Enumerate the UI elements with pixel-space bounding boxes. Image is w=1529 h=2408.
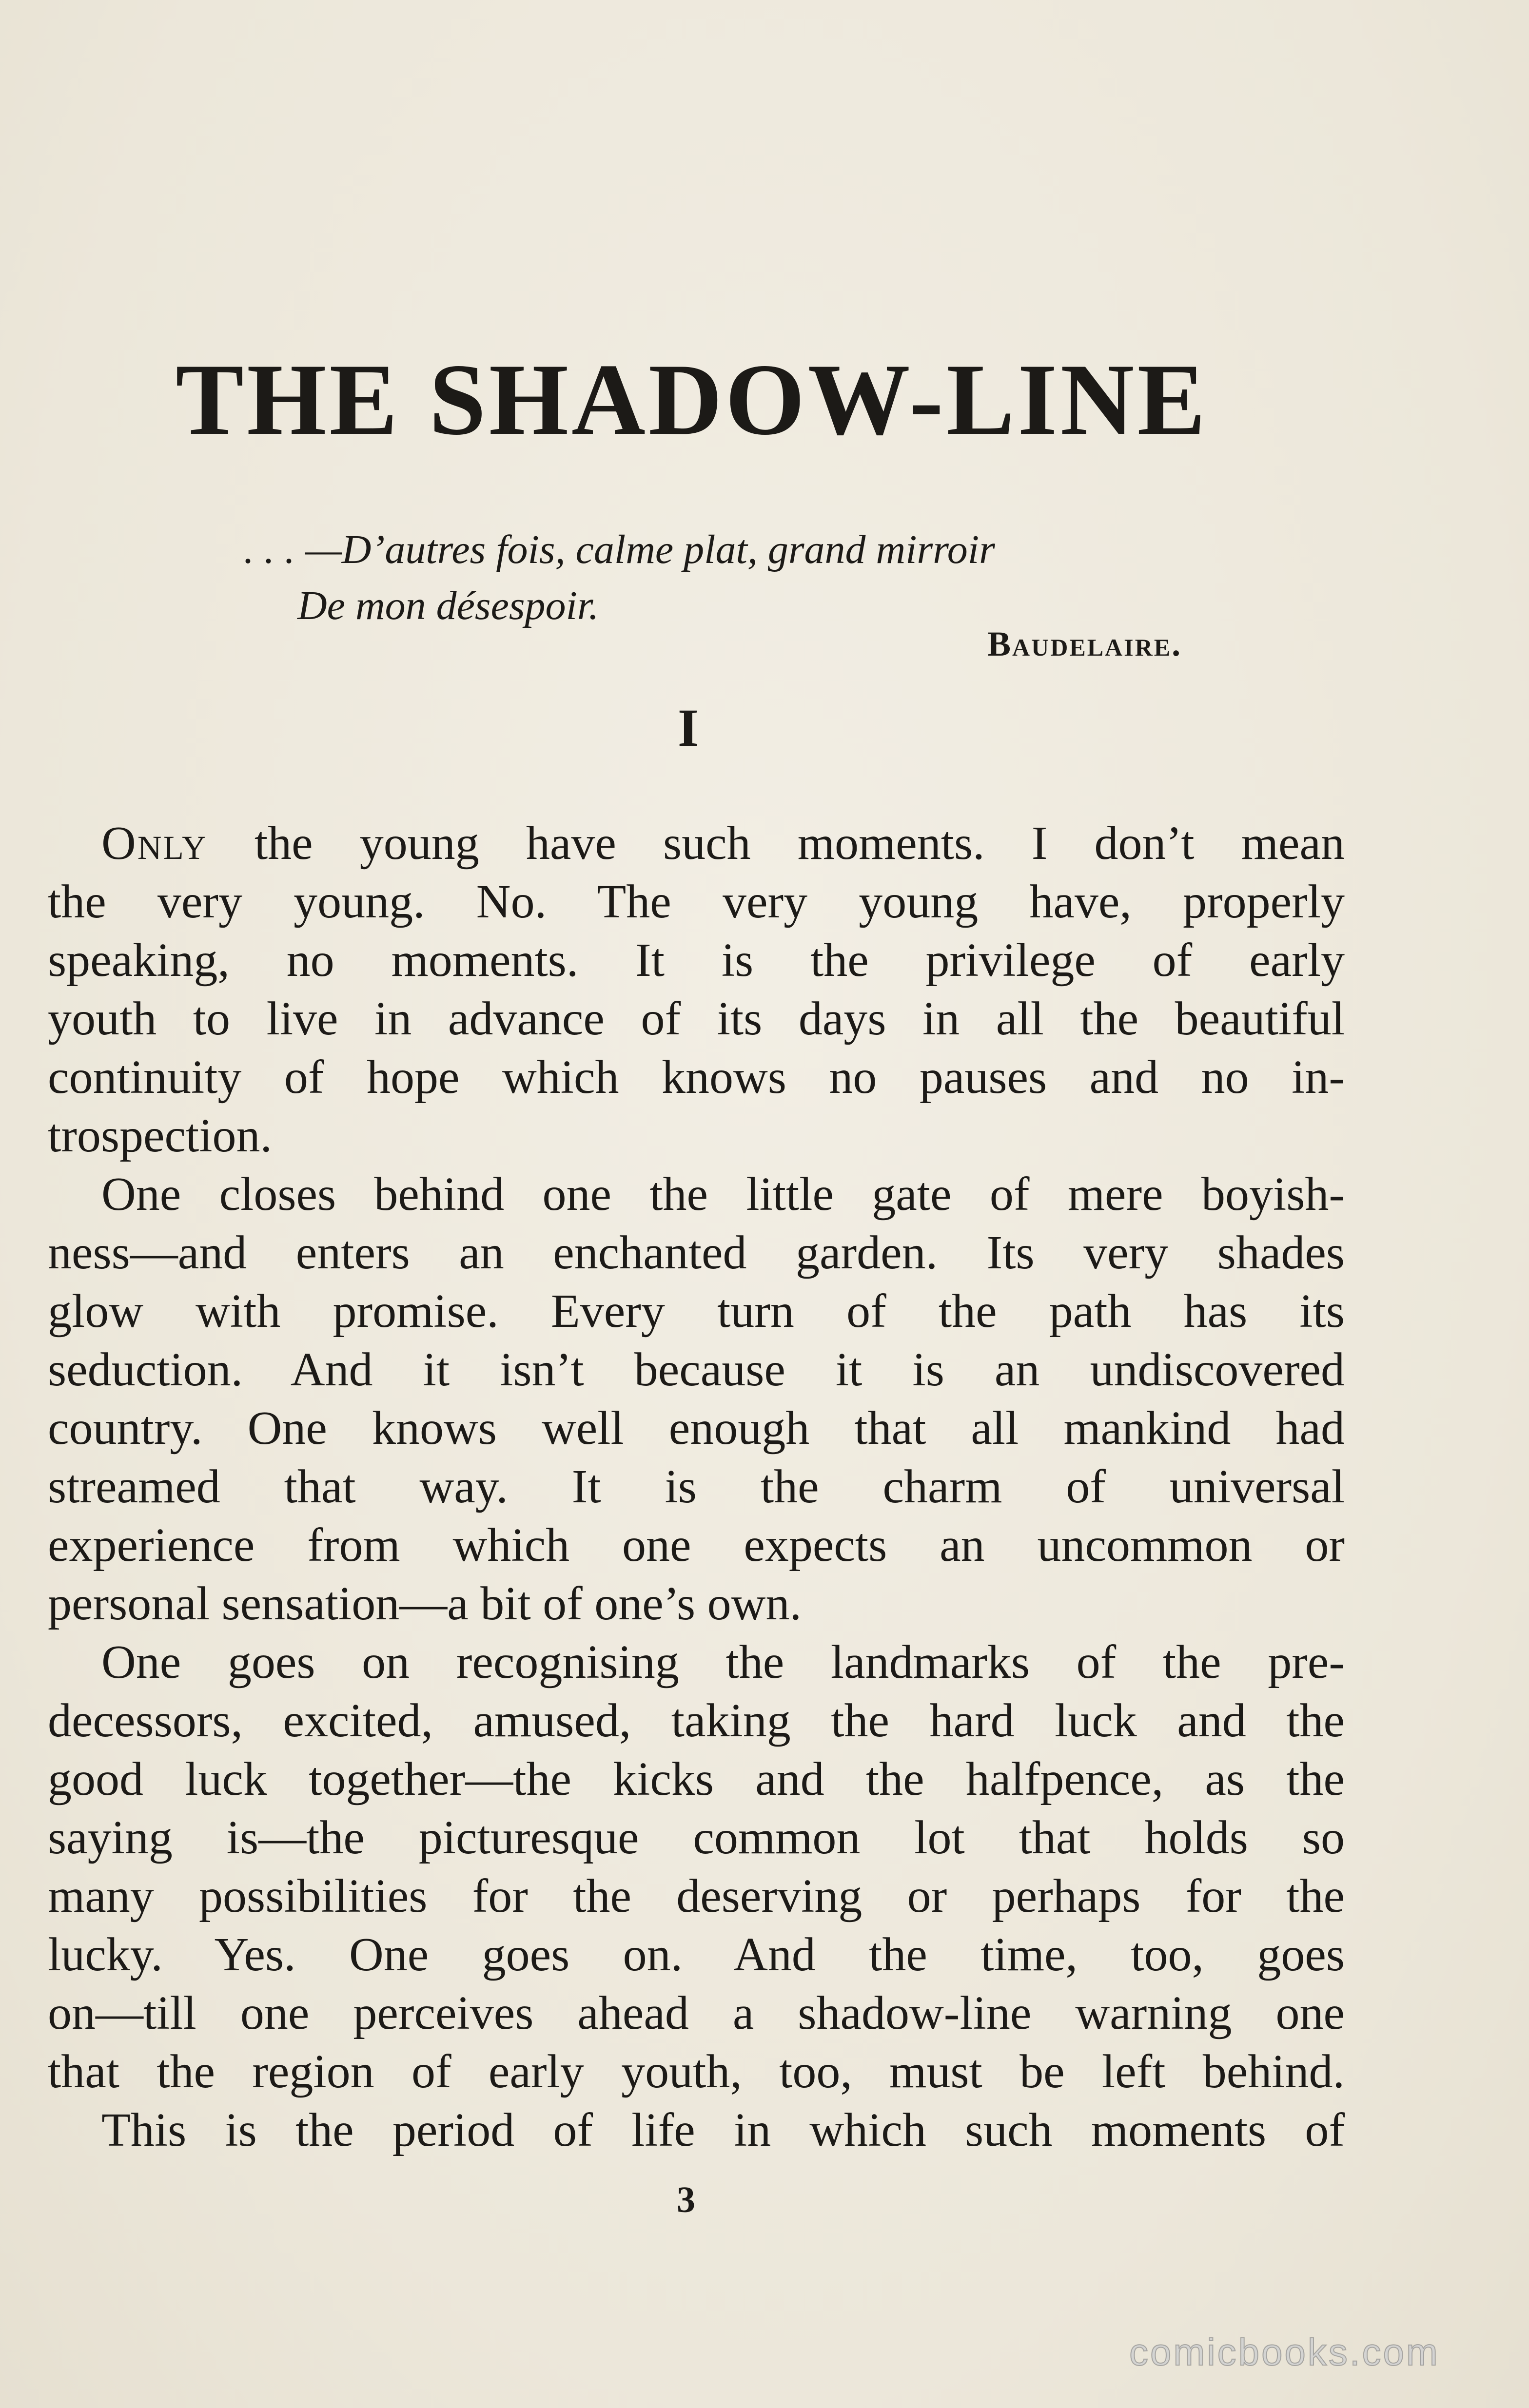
body-text [48, 814, 1345, 2159]
text-line: seduction. And it isn’t because it is an undiscovered [48, 1343, 1345, 1396]
epigraph-line-2: De mon désespoir. [297, 583, 599, 628]
text-line: continuity of hope which knows no pauses and no in- [48, 1051, 1345, 1104]
epigraph [244, 522, 995, 634]
chapter-number: I [678, 698, 699, 757]
watermark: comicbooks.com [1129, 2330, 1440, 2373]
text-line: lucky. Yes. One goes on. And the time, too, goes [48, 1928, 1345, 1981]
epigraph-line-1: . . . —D’autres fois, calme plat, grand mirroir [244, 527, 995, 572]
text-line: youth to live in advance of its days in all the beautiful [48, 992, 1345, 1045]
text-line: on—till one perceives ahead a shadow-line warning one [48, 1987, 1345, 2039]
epigraph-attribution: Baudelaire. [987, 624, 1182, 663]
text-line: the very young. No. The very young have, properly [48, 875, 1345, 928]
text-line: many possibilities for the deserving or perhaps for the [48, 1870, 1345, 1923]
page-title: THE SHADOW-LINE [176, 343, 1209, 456]
text-line: Only the young have such moments. I don’t mean [101, 817, 1345, 870]
text-line: streamed that way. It is the charm of universal [48, 1460, 1345, 1513]
text-line: One closes behind one the little gate of mere boyish- [101, 1168, 1345, 1221]
opening-word: Only [101, 817, 208, 870]
text-line: that the region of early youth, too, must be left behind. [48, 2045, 1345, 2098]
text-line: good luck together—the kicks and the halfpence, as the [48, 1753, 1345, 1806]
text-line: One goes on recognising the landmarks of the pre- [101, 1636, 1345, 1689]
text-line: country. One knows well enough that all mankind had [48, 1402, 1345, 1455]
text-line: trospection. [48, 1109, 272, 1162]
text-line: experience from which one expects an uncommon or [48, 1519, 1345, 1572]
text-line: decessors, excited, amused, taking the hard luck and the [48, 1694, 1345, 1747]
text-line: speaking, no moments. It is the privilege of early [48, 934, 1345, 987]
text-line: ness—and enters an enchanted garden. Its very shades [48, 1226, 1345, 1279]
text-line: personal sensation—a bit of one’s own. [48, 1577, 802, 1630]
text-line: glow with promise. Every turn of the path has its [48, 1285, 1345, 1338]
text-line: saying is—the picturesque common lot that holds so [48, 1811, 1345, 1864]
text-line: This is the period of life in which such moments of [101, 2104, 1345, 2156]
page-number: 3 [677, 2179, 695, 2220]
